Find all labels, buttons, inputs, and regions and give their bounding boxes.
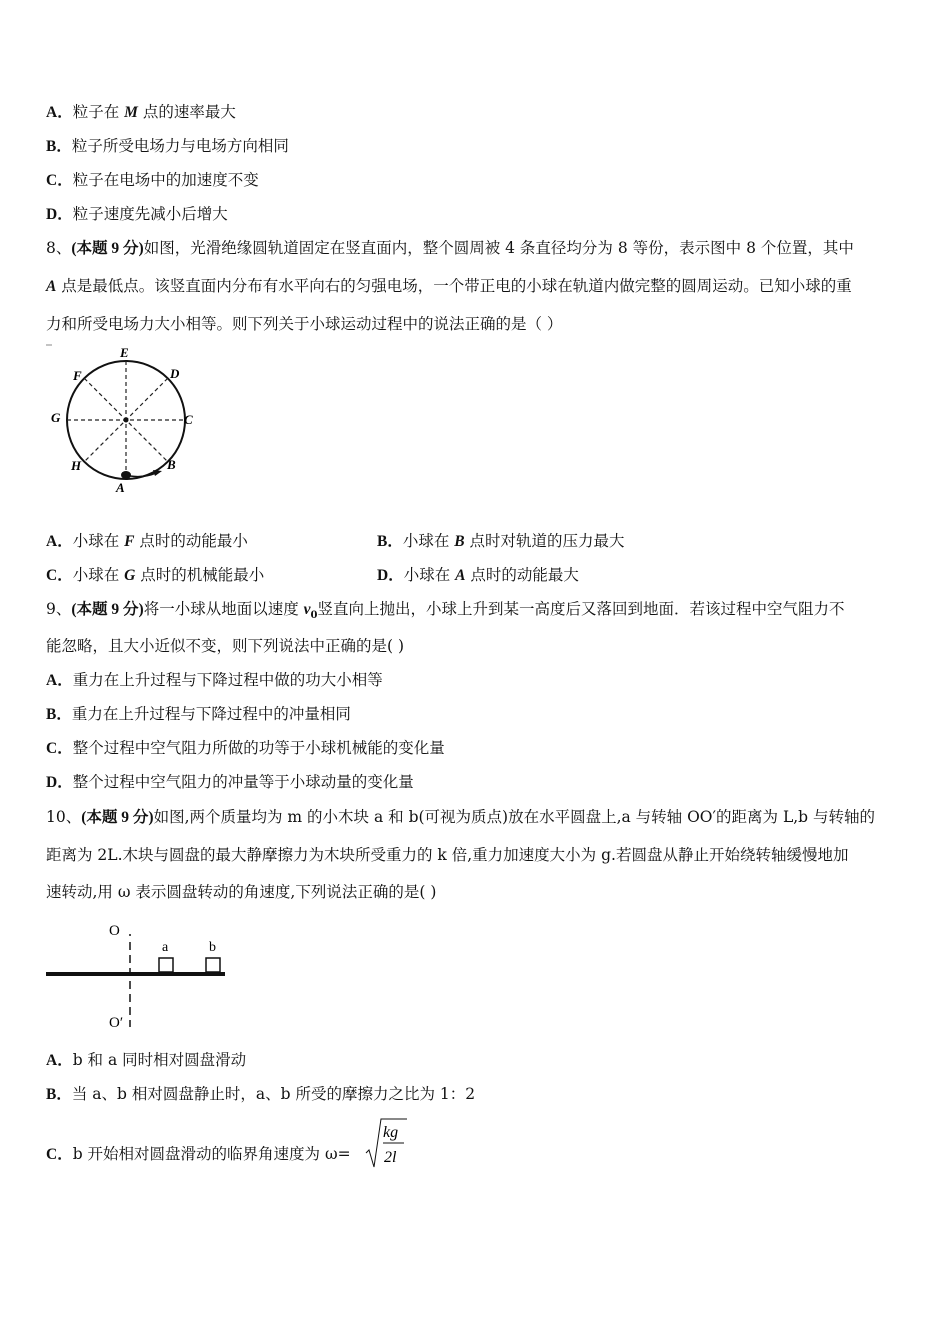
q7-option-d: D．粒子速度先减小后增大 — [46, 205, 228, 223]
q8-option-c: C．小球在 G 点时的机械能最小 — [46, 566, 265, 584]
q10-score: (本题 9 分) — [81, 809, 154, 826]
ball — [121, 471, 131, 479]
q10-option-b: B．当 a、b 相对圆盘静止时，a、b 所受的摩擦力之比为 1：2 — [46, 1085, 476, 1103]
q8-circle-diagram — [46, 340, 206, 495]
q8-option-b: B．小球在 B 点时对轨道的压力最大 — [377, 532, 625, 550]
point-label-e: E — [120, 345, 129, 360]
q10-stem-line2: 距离为 2L.木块与圆盘的最大静摩擦力为木块所受重力的 k 倍,重力加速度大小为 g.若圆盘从静止开始绕转轴缓慢地加 — [46, 846, 849, 864]
q7-option-c: C．粒子在电场中的加速度不变 — [46, 171, 259, 189]
q8-stem-line1: 8、(本题 9 分)如图，光滑绝缘圆轨道固定在竖直面内，整个圆周被 4 条直径均分为 8 等份，表示图中 8 个位置，其中 — [46, 239, 854, 257]
fraction-numerator: kg — [383, 1124, 399, 1141]
block-label-b: b — [209, 940, 216, 955]
q9-stem-line1: 9、(本题 9 分)将一小球从地面以速度 $v_0$竖直向上抛出，小球上升到某一高度后又落回到地面．若该过程中空气阻力不 — [46, 600, 845, 622]
block-a — [159, 958, 173, 972]
point-label-h: H — [71, 458, 82, 473]
block-b — [206, 958, 220, 972]
q9-score: (本题 9 分) — [71, 601, 144, 618]
q8-stem-line2: A 点是最低点。该竖直面内分布有水平向右的匀强电场，一个带正电的小球在轨道内做完整的圆周运动。已知小球的重 — [46, 277, 852, 295]
q7-option-b: B．粒子所受电场力与电场方向相同 — [46, 137, 289, 155]
axis-label-top: O — [109, 923, 120, 939]
q8-score: (本题 9 分) — [71, 240, 144, 257]
q10-stem-line1: 10、(本题 9 分)如图,两个质量均为 m 的小木块 a 和 b(可视为质点)放在水平圆盘上,a 与转轴 OO′的距离为 L,b 与转轴的 — [46, 808, 876, 826]
point-label-a: A — [116, 480, 125, 495]
q7-option-a: A．粒子在 M 点的速率最大 — [46, 103, 236, 121]
q9-option-a: A．重力在上升过程与下降过程中做的功大小相等 — [46, 671, 383, 689]
point-label-b: B — [167, 457, 176, 472]
point-label-g: G — [51, 410, 61, 425]
q9-option-b: B．重力在上升过程与下降过程中的冲量相同 — [46, 705, 351, 723]
fraction-denominator: 2l — [384, 1149, 397, 1166]
point-label-c: C — [184, 412, 193, 427]
sqrt-formula — [364, 1117, 408, 1171]
q8-number: 8、 — [46, 239, 72, 257]
q9-stem-line2: 能忽略，且大小近似不变，则下列说法中正确的是( ) — [46, 637, 405, 655]
q10-option-c: C．b 开始相对圆盘滑动的临界角速度为 ω= — [46, 1145, 351, 1163]
q10-option-a: A．b 和 a 同时相对圆盘滑动 — [46, 1051, 247, 1069]
q10-disk-diagram — [44, 915, 234, 1033]
q8-option-d: D．小球在 A 点时的动能最大 — [377, 566, 579, 584]
q10-number: 10、 — [46, 808, 82, 826]
q8-stem-line3: 力和所受电场力大小相等。则下列关于小球运动过程中的说法正确的是（ ） — [46, 315, 563, 333]
q9-number: 9、 — [46, 600, 72, 618]
axis-label-bottom: O′ — [109, 1015, 124, 1031]
q9-option-d: D．整个过程中空气阻力的冲量等于小球动量的变化量 — [46, 773, 414, 791]
q10-stem-line3: 速转动,用 ω 表示圆盘转动的角速度,下列说法正确的是( ) — [46, 883, 437, 901]
block-label-a: a — [162, 940, 169, 955]
point-label-f: F — [73, 368, 82, 383]
disk-surface — [46, 972, 225, 976]
q8-option-a: A．小球在 F 点时的动能最小 — [46, 532, 248, 550]
point-label-d: D — [170, 366, 180, 381]
q9-option-c: C．整个过程中空气阻力所做的功等于小球机械能的变化量 — [46, 739, 445, 757]
